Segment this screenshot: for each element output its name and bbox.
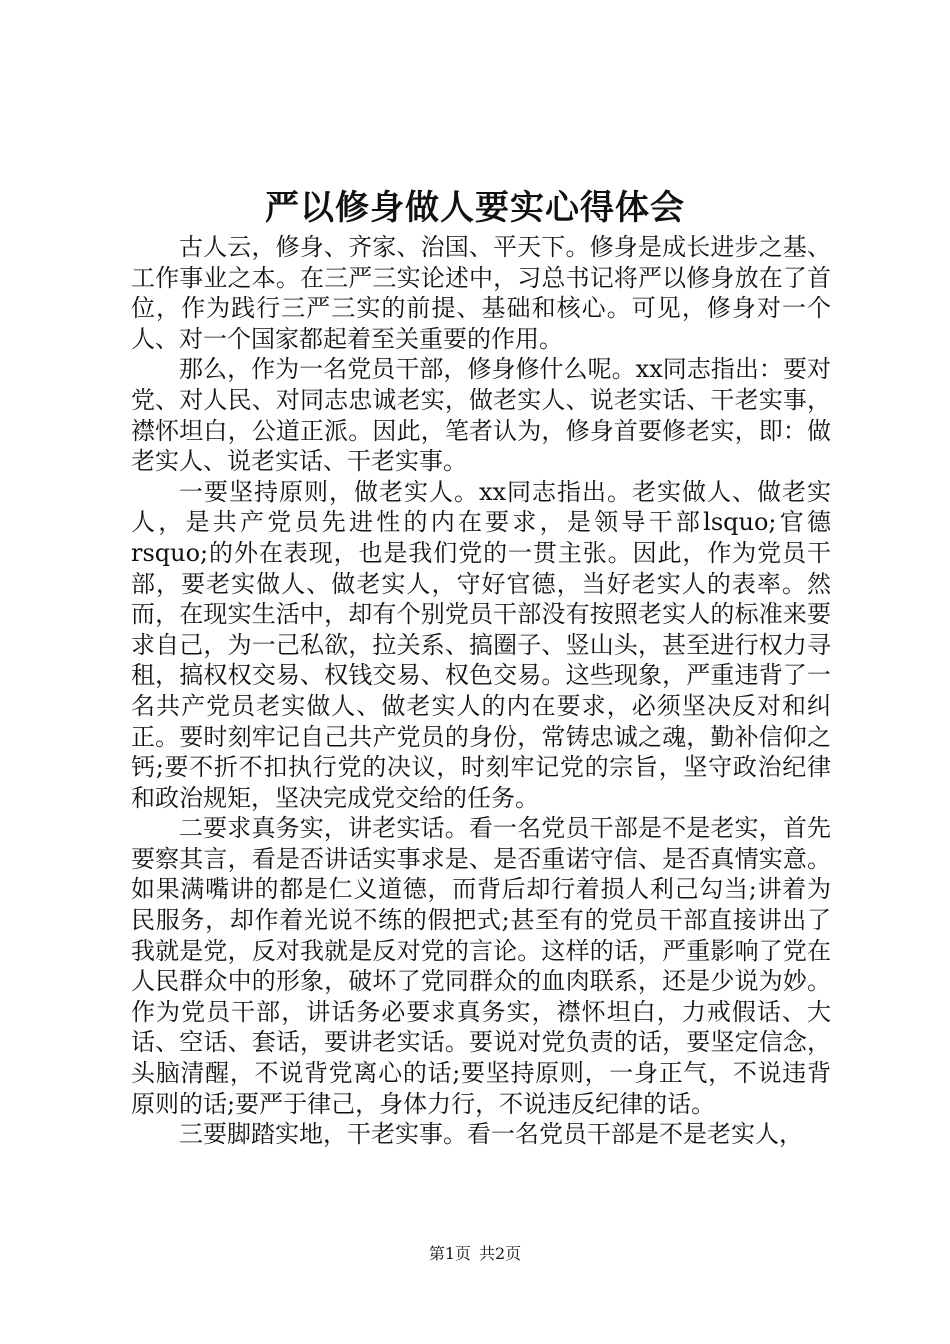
document-title: 严以修身做人要实心得体会 xyxy=(265,188,685,228)
paragraph-3: 一要坚持原则，做老实人。xx同志指出。老实做人、做老实人，是共产党员先进性的内在要求，是领导干部lsquo;官德rsquo;的外在表现，也是我们党的一贯主张。因此，作为党员干部，要老实做人、做老实人，守好官德，当好老实人的表率。然而，在现实生活中，却有个别党员干部没有按照老实人的标准来要求自己，为一己私欲，拉关系、搞圈子、竖山头，甚至进行权力寻租，搞权权交易、权钱交易、权色交易。这些现象，严重违背了一名共产党员老实做人、做老实人的内在要求，必须坚决反对和纠正。要时刻牢记自己共产党员的身份，常铸忠诚之魂，勤补信仰之钙;要不折不扣执行党的决议，时刻牢记党的宗旨，坚守政治纪律和政治规矩，坚决完成党交给的任务。 xyxy=(131,477,831,812)
document-body xyxy=(131,232,831,1150)
page-footer xyxy=(0,1244,950,1264)
page-number-current: 第1页 xyxy=(428,1244,471,1263)
paragraph-1: 古人云，修身、齐家、治国、平天下。修身是成长进步之基、工作事业之本。在三严三实论述中，习总书记将严以修身放在了首位，作为践行三严三实的前提、基础和核心。可见，修身对一个人、对一个国家都起着至关重要的作用。 xyxy=(131,233,831,353)
paragraph-4: 二要求真务实，讲老实话。看一名党员干部是不是老实，首先要察其言，看是否讲话实事求是、是否重诺守信、是否真情实意。如果满嘴讲的都是仁义道德，而背后却行着损人利己勾当;讲着为民服务，却作着光说不练的假把式;甚至有的党员干部直接讲出了我就是党，反对我就是反对党的言论。这样的话，严重影响了党在人民群众中的形象，破坏了党同群众的血肉联系，还是少说为妙。作为党员干部，讲话务必要求真务实，襟怀坦白，力戒假话、大话、空话、套话，要讲老实话。要说对党负责的话，要坚定信念，头脑清醒，不说背党离心的话;要坚持原则，一身正气，不说违背原则的话;要严于律己，身体力行，不说违反纪律的话。 xyxy=(131,814,831,1118)
paragraph-5: 三要脚踏实地，干老实事。看一名党员干部是不是老实人， xyxy=(179,1120,803,1149)
page-number-total: 共2页 xyxy=(479,1244,522,1263)
paragraph-2: 那么，作为一名党员干部，修身修什么呢。xx同志指出：要对党、对人民、对同志忠诚老实，做老实人、说老实话、干老实事，襟怀坦白，公道正派。因此，笔者认为，修身首要修老实，即：做老实人、说老实话、干老实事。 xyxy=(131,355,831,476)
